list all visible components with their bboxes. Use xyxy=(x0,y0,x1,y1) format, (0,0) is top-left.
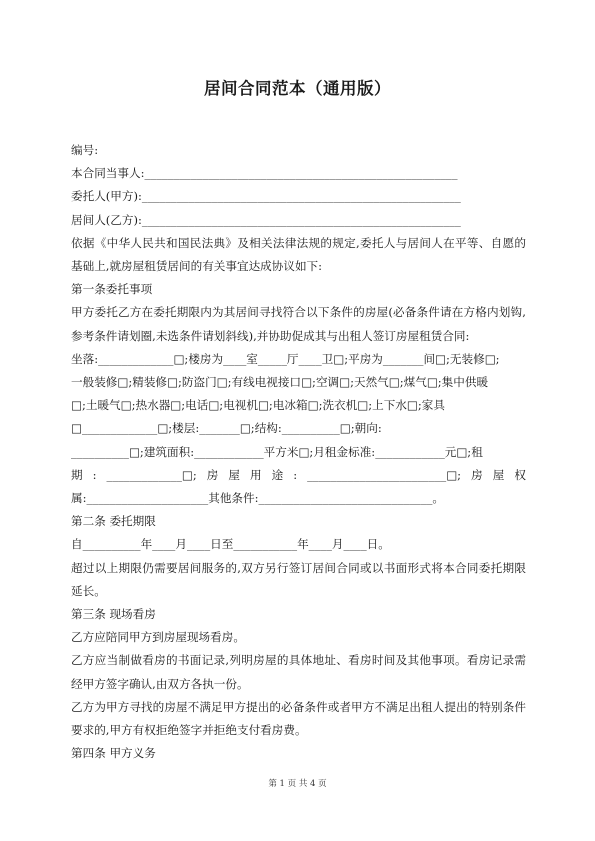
condition-line-3: □;土暖气□;热水器□;电话□;电视机□;电冰箱□;洗衣机□;上下水□;家具 xyxy=(71,398,445,413)
condition-line-6: 期 : _____________□; 房 屋 用 途 : ________________________□; 房 屋 权 xyxy=(71,467,526,482)
article-2-extension-paragraph: 超过以上期限仍需要居间服务的,双方另行签订居间合同或以书面形式将本合同委托期限延长。 xyxy=(71,560,526,598)
article-3-paragraph-3: 乙方为甲方寻找的房屋不满足甲方提出的必备条件或者甲方不满足出租人提出的特别条件要求的,甲方有权拒绝签字并拒绝支付看房费。 xyxy=(71,699,526,738)
condition-line-1: 坐落:_____________□;楼房为____室_____厅____卫□;平房为_______间□;无装修□; xyxy=(71,351,500,366)
preamble-paragraph: 依据《中华人民共和国民法典》及相关法律法规的规定,委托人与居间人在平等、自愿的基础上,就房屋租赁居间的有关事宜达成协议如下: xyxy=(71,235,526,274)
article-3-line-1: 乙方应陪同甲方到房屋现场看房。 xyxy=(71,630,245,645)
article-2-period-line: 自__________年____月____日至___________年____月____日。 xyxy=(71,537,390,552)
document-title: 居间合同范本（通用版） xyxy=(204,79,391,98)
article-3-paragraph-2: 乙方应当制做看房的书面记录,列明房屋的具体地址、看房时间及其他事项。看房记录需经甲方签字确认,由双方各执一份。 xyxy=(71,653,526,691)
article-3-heading: 第三条 现场看房 xyxy=(71,607,156,622)
condition-line-7: 属:_____________________其他条件:______________________________。 xyxy=(71,491,445,506)
client-party-a-line: 委托人(甲方):_______________________________________________________ xyxy=(71,189,461,204)
parties-line: 本合同当事人:______________________________________________________ xyxy=(71,166,458,181)
page-footer: 第 1 页 共 4 页 xyxy=(268,779,327,789)
article-1-heading: 第一条委托事项 xyxy=(71,282,153,297)
article-2-heading: 第二条 委托期限 xyxy=(71,514,156,529)
condition-line-2: 一般装修□;精装修□;防盗门□;有线电视接口□;空调□;天然气□;煤气□;集中供暖 xyxy=(71,375,489,390)
contract-number-line: 编号: xyxy=(71,143,99,157)
article-1-paragraph: 甲方委托乙方在委托期限内为其居间寻找符合以下条件的房屋(必备条件请在方格内划钩,参考条件请划圈,未选条件请划斜线),并协助促成其与出租人签订房屋租赁合同: xyxy=(71,305,526,343)
condition-line-4: □_____________□;楼层:_______□;结构:__________□;朝向: xyxy=(71,421,382,436)
condition-line-5: __________□;建筑面积:____________平方米□;月租金标准:____________元□;租 xyxy=(71,444,483,459)
document-body xyxy=(71,139,526,765)
broker-party-b-line: 居间人(乙方):_______________________________________________________ xyxy=(71,212,461,227)
article-4-heading: 第四条 甲方义务 xyxy=(71,746,156,761)
